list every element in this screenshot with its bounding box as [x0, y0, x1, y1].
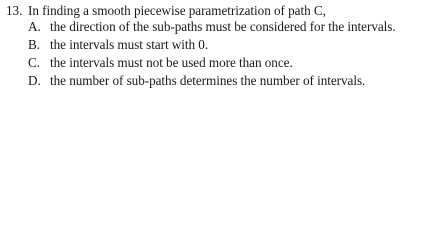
option-d-letter: D.: [28, 73, 41, 88]
question-stem-line: [6, 2, 326, 19]
option-a-letter: A.: [28, 19, 41, 34]
option-a-text: the direction of the sub-paths must be considered for the intervals.: [50, 19, 396, 34]
question-block: [0, 0, 434, 94]
option-a: [28, 18, 396, 35]
option-b-text: the intervals must start with 0.: [50, 37, 209, 52]
option-c-letter: C.: [28, 55, 40, 70]
question-number: 13.: [6, 3, 23, 18]
option-d-text: the number of sub-paths determines the number of intervals.: [50, 73, 366, 88]
option-c-text: the intervals must not be used more than once.: [50, 55, 293, 70]
question-stem: In finding a smooth piecewise parametrization of path C,: [28, 3, 326, 18]
option-b-letter: B.: [28, 37, 40, 52]
option-c: [28, 54, 293, 71]
option-b: [28, 36, 208, 53]
option-d: [28, 72, 365, 89]
